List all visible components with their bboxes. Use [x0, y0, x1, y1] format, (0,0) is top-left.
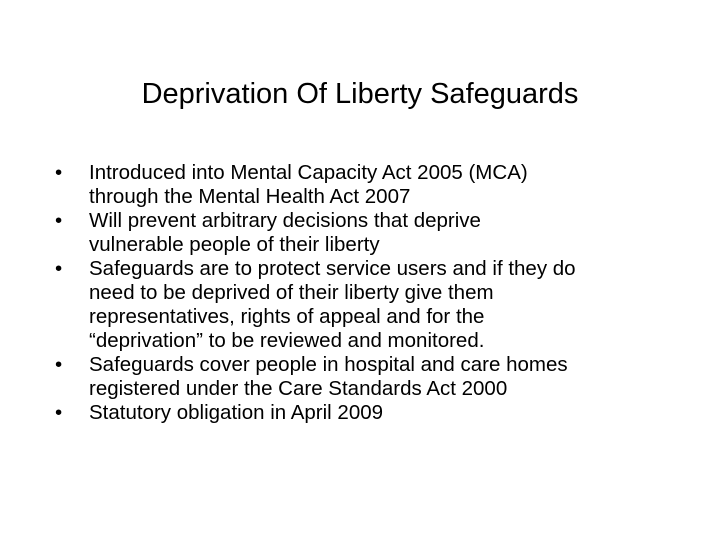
bullet-text-line: Safeguards are to protect service users and if they do: [89, 257, 576, 280]
bullet-item: [55, 161, 675, 209]
bullet-text-line: Will prevent arbitrary decisions that deprive: [89, 209, 481, 232]
bullet-item: [55, 209, 675, 257]
bullet-text-line: Safeguards cover people in hospital and care homes: [89, 353, 568, 376]
bullet-item: [55, 401, 675, 425]
bullet-text-line: “deprivation” to be reviewed and monitored.: [89, 329, 485, 352]
bullet-item: [55, 257, 675, 353]
bullet-marker: •: [55, 209, 63, 232]
bullet-text-line: representatives, rights of appeal and for the: [89, 305, 485, 328]
bullet-text-line: need to be deprived of their liberty give them: [89, 281, 494, 304]
slide-title: Deprivation Of Liberty Safeguards: [141, 78, 579, 110]
bullet-text-line: registered under the Care Standards Act 2000: [89, 377, 508, 400]
bullet-text-line: through the Mental Health Act 2007: [89, 185, 411, 208]
bullet-marker: •: [55, 353, 63, 376]
bullet-marker: •: [55, 401, 63, 424]
bullet-marker: •: [55, 257, 63, 280]
bullet-text-line: Statutory obligation in April 2009: [89, 401, 384, 424]
bullet-text-line: vulnerable people of their liberty: [89, 233, 380, 256]
bullet-list: [55, 161, 675, 425]
bullet-item: [55, 353, 675, 401]
bullet-marker: •: [55, 161, 63, 184]
bullet-text-line: Introduced into Mental Capacity Act 2005 (MCA): [89, 161, 528, 184]
